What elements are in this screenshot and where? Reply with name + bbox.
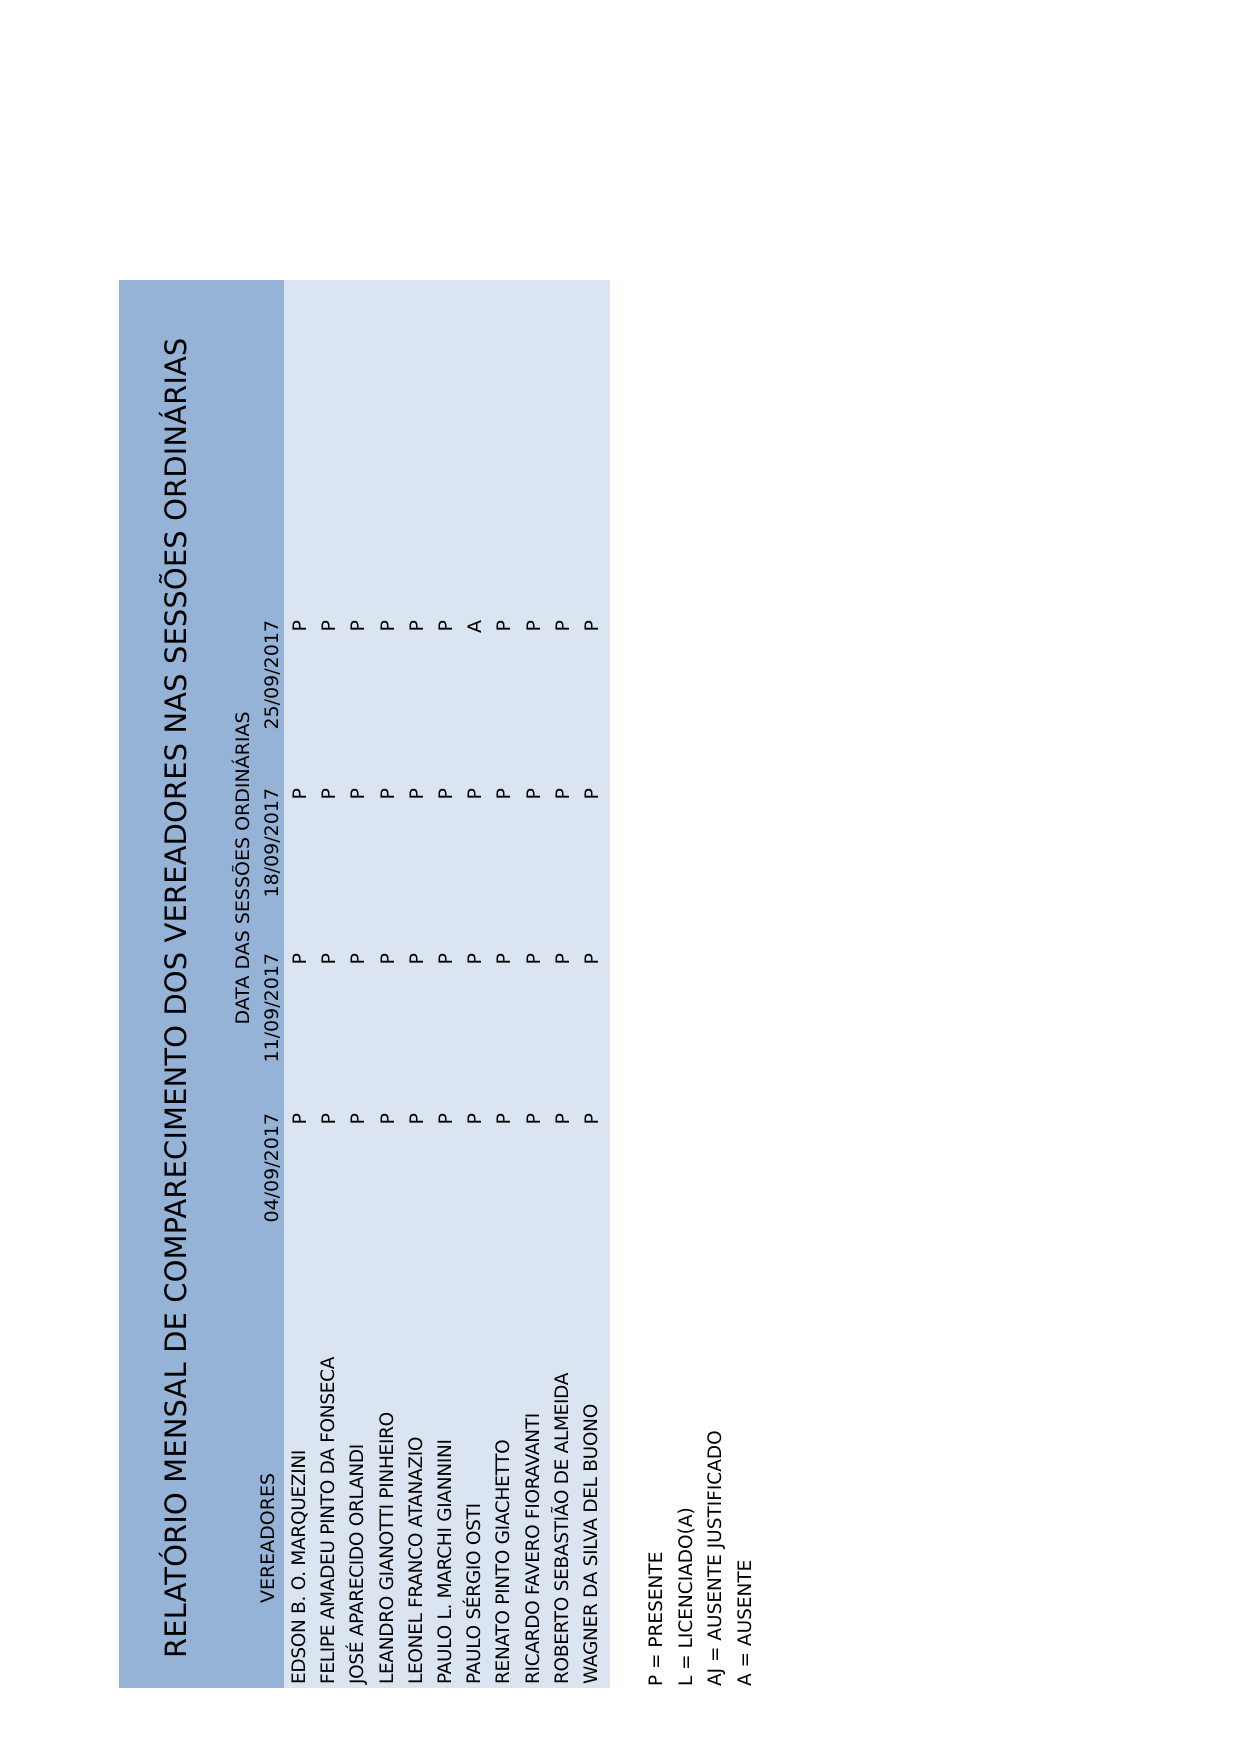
attendance-mark: P	[347, 953, 370, 965]
attendance-mark: P	[522, 953, 545, 965]
date-column-header: 18/09/2017	[261, 788, 283, 898]
attendance-report	[119, 280, 610, 1688]
attendance-mark: P	[551, 620, 574, 632]
attendance-mark: P	[580, 620, 603, 632]
attendance-mark: P	[289, 953, 311, 965]
attendance-mark: P	[434, 788, 457, 800]
sessions-dates-label: DATA DAS SESSÕES ORDINÁRIAS	[232, 711, 254, 1025]
councillor-name: EDSON B. O. MARQUEZINI	[289, 1449, 310, 1684]
date-column-header: 04/09/2017	[261, 1113, 283, 1223]
attendance-mark: P	[318, 1113, 341, 1125]
attendance-mark: P	[493, 1113, 516, 1125]
attendance-mark: P	[522, 620, 545, 632]
attendance-mark: P	[464, 953, 487, 965]
attendance-mark: P	[493, 620, 516, 632]
attendance-mark: P	[464, 788, 487, 800]
report-title: RELATÓRIO MENSAL DE COMPARECIMENTO DOS VEREADORES NAS SESSÕES ORDINÁRIAS	[159, 337, 193, 1658]
attendance-mark: P	[405, 620, 428, 632]
attendance-mark: P	[580, 1113, 603, 1125]
attendance-mark: P	[405, 953, 428, 965]
attendance-mark: P	[464, 1113, 487, 1125]
attendance-mark: P	[347, 788, 370, 800]
councillors-column-header: VEREADORES	[257, 1472, 279, 1604]
legend-item: P = PRESENTE	[646, 1551, 667, 1686]
councillor-name: JOSÉ APARECIDO ORLANDI	[347, 1444, 369, 1684]
legend	[642, 1430, 760, 1686]
table-row	[313, 280, 342, 1688]
attendance-mark: P	[376, 1113, 399, 1125]
attendance-mark: P	[551, 788, 574, 800]
table-row	[430, 280, 459, 1688]
councillor-name: PAULO SÉRGIO OSTI	[464, 1503, 486, 1684]
attendance-mark: P	[318, 788, 341, 800]
report-header	[119, 280, 284, 1688]
attendance-mark: P	[434, 953, 457, 965]
attendance-mark: P	[551, 953, 574, 965]
table-row	[518, 280, 547, 1688]
attendance-mark: P	[580, 953, 603, 965]
attendance-mark: P	[434, 1113, 457, 1125]
councillor-name: ROBERTO SEBASTIÃO DE ALMEIDA	[551, 1372, 573, 1684]
attendance-mark: P	[376, 788, 399, 800]
table-row	[488, 280, 517, 1688]
table-row	[284, 280, 313, 1688]
attendance-mark: P	[551, 1113, 574, 1125]
attendance-mark: P	[434, 620, 457, 632]
attendance-mark: P	[347, 620, 370, 632]
date-column-header: 11/09/2017	[261, 953, 283, 1063]
date-column-header: 25/09/2017	[261, 620, 283, 730]
councillor-name: LEANDRO GIANOTTI PINHEIRO	[376, 1412, 398, 1684]
attendance-mark: P	[318, 953, 341, 965]
attendance-table-body	[284, 280, 605, 1688]
attendance-mark: P	[522, 1113, 545, 1125]
attendance-mark: P	[376, 620, 399, 632]
attendance-mark: P	[580, 788, 603, 800]
table-row	[342, 280, 371, 1688]
table-row	[372, 280, 401, 1688]
councillor-name: RICARDO FAVERO FIORAVANTI	[522, 1413, 544, 1684]
attendance-mark: A	[464, 620, 487, 633]
attendance-mark: P	[522, 788, 545, 800]
attendance-mark: P	[318, 620, 341, 632]
legend-item: L = LICENCIADO(A)	[675, 1507, 697, 1686]
table-row	[459, 280, 488, 1688]
attendance-mark: P	[376, 953, 399, 965]
attendance-mark: P	[405, 788, 428, 800]
table-row	[576, 280, 605, 1688]
attendance-mark: P	[493, 788, 516, 800]
table-row	[547, 280, 576, 1688]
attendance-mark: P	[289, 620, 311, 632]
councillor-name: FELIPE AMADEU PINTO DA FONSECA	[318, 1356, 340, 1684]
table-row	[401, 280, 430, 1688]
councillor-name: WAGNER DA SILVA DEL BUONO	[580, 1404, 602, 1684]
councillor-name: PAULO L. MARCHI GIANNINI	[434, 1439, 456, 1684]
attendance-mark: P	[493, 953, 516, 965]
attendance-mark: P	[405, 1113, 428, 1125]
legend-item: A = AUSENTE	[734, 1559, 756, 1686]
legend-item: AJ = AUSENTE JUSTIFICADO	[705, 1430, 726, 1686]
councillor-name: LEONEL FRANCO ATANAZIO	[405, 1436, 427, 1684]
councillor-name: RENATO PINTO GIACHETTO	[493, 1439, 515, 1684]
attendance-mark: P	[289, 788, 311, 800]
attendance-mark: P	[289, 1113, 311, 1125]
attendance-mark: P	[347, 1113, 370, 1125]
